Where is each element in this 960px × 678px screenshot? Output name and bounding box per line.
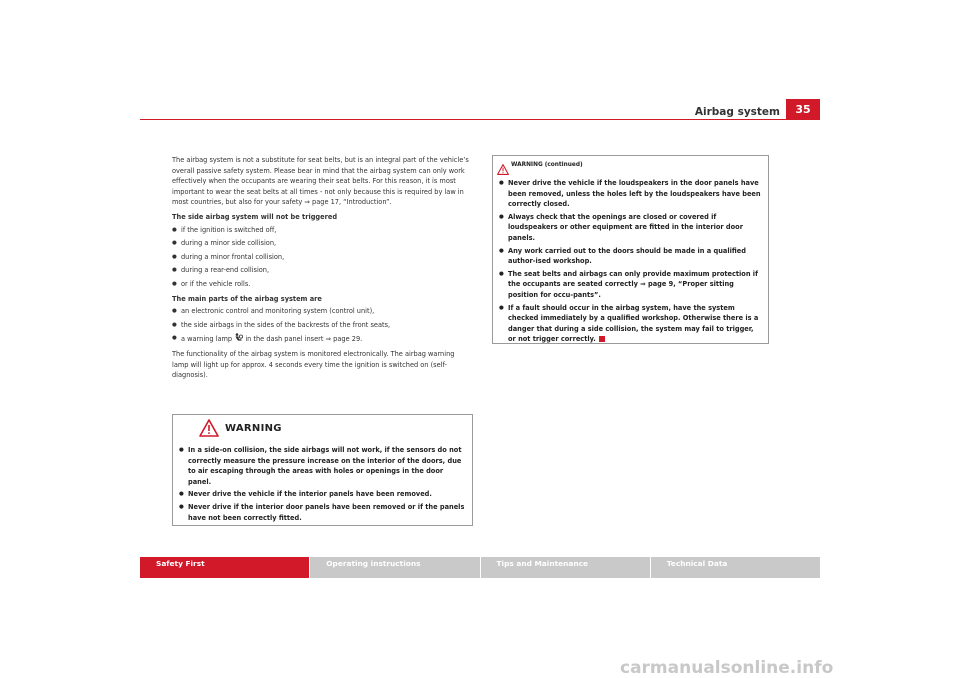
warning-box (172, 414, 473, 526)
tab-tips-and-maintenance[interactable]: Tips and Maintenance (481, 557, 650, 578)
warning-continued-title: WARNING (continued) (511, 162, 583, 168)
left-column (172, 155, 472, 385)
warning-list (179, 445, 466, 523)
warning-continued-body (493, 178, 768, 345)
tab-operating-instructions[interactable]: Operating instructions (310, 557, 479, 578)
header-divider (140, 119, 820, 120)
warning-item: ● The seat belts and airbags can only provide maximum protection if the occupants are seated correctly ⇒ page 9, “Proper sitting position for occu-pants”. (499, 269, 762, 301)
list-item (172, 333, 472, 346)
warning-item: ● Never drive the vehicle if the loudspeakers in the door panels have been removed, unless the holes left by the loudspeakers have been correctly closed. (499, 178, 762, 210)
warning-triangle-icon (199, 419, 219, 441)
warning-item: ● In a side-on collision, the side airbags will not work, if the sensors do not correctly measure the pressure increase on the interior of the doors, due to air escaping through the areas with holes or openings in the door panel. (179, 445, 466, 487)
list-item: ● during a rear-end collision, (172, 265, 472, 276)
main-parts-list (172, 306, 472, 346)
warning-continued-list (499, 178, 762, 345)
warning-continued-box (492, 155, 769, 344)
not-triggered-list (172, 225, 472, 290)
warning-item: ● Always check that the openings are closed or covered if loudspeakers or other equipment are fitted in the interior door panels. (499, 212, 762, 244)
tab-safety-first[interactable]: Safety First (140, 557, 309, 578)
watermark: carmanualsonline.info (620, 658, 834, 678)
list-item: ● if the ignition is switched off, (172, 225, 472, 236)
page-number-badge: 35 (786, 99, 820, 120)
intro-paragraph: The airbag system is not a substitute for seat belts, but is an integral part of the vehicle’s overall passive safety system. Please bear in mind that the airbag system can only work effectively when the occupants are wearing their seat belts. For this reason, it is most important to wear the seat belts at all times - not only because this is required by law in most countries, but also for your safety ⇒ page 17, “Introduction”. (172, 156, 469, 207)
section-end-marker-icon (599, 336, 605, 342)
warning-item-text: If a fault should occur in the airbag system, have the system checked immediately by a qualified workshop. Otherwise there is a danger that during a side collision, the system may fail to trigger, or not trigger correctly. (508, 303, 759, 344)
warning-item: ● Any work carried out to the doors should be made in a qualified author-ised workshop. (499, 246, 762, 267)
warning-item: ● Never drive the vehicle if the interior panels have been removed. (179, 489, 466, 500)
lamp-text-before: a warning lamp (181, 335, 235, 344)
list-item: ● or if the vehicle rolls. (172, 279, 472, 290)
list-item: ● the side airbags in the sides of the backrests of the front seats, (172, 320, 472, 331)
main-parts-heading: The main parts of the airbag system are (172, 294, 322, 303)
list-item: ● during a minor frontal collision, (172, 252, 472, 263)
list-item: ● during a minor side collision, (172, 238, 472, 249)
warning-item: ● Never drive if the interior door panels have been removed or if the panels have not been correctly fitted. (179, 502, 466, 523)
airbag-warning-lamp-icon (234, 333, 243, 346)
warning-triangle-icon (497, 160, 509, 179)
warning-continued-header (493, 156, 768, 178)
warning-body (173, 445, 472, 523)
warning-header (173, 415, 472, 445)
footer-nav (140, 557, 820, 578)
page-title: Airbag system (694, 106, 780, 118)
monitoring-paragraph: The functionality of the airbag system is monitored electronically. The airbag warning lamp will light up for approx. 4 seconds every time the ignition is switched on (self-diagnosis). (172, 349, 455, 380)
not-triggered-heading: The side airbag system will not be triggered (172, 212, 338, 221)
list-item: ● an electronic control and monitoring system (control unit), (172, 306, 472, 317)
lamp-text-after: in the dash panel insert ⇒ page 29. (243, 335, 363, 344)
tab-technical-data[interactable]: Technical Data (651, 557, 820, 578)
warning-title: WARNING (225, 423, 282, 434)
warning-item (499, 303, 762, 345)
